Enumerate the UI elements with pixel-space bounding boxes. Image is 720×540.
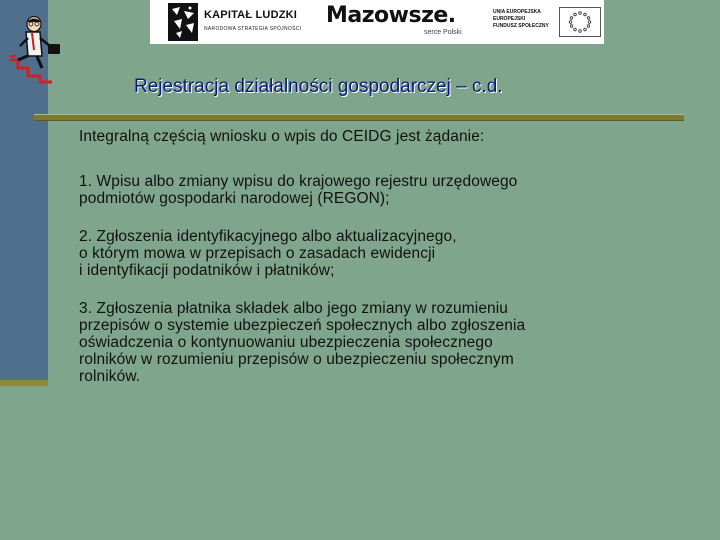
- kapital-ludzki-subtitle: NARODOWA STRATEGIA SPÓJNOŚCI: [204, 26, 302, 32]
- list-item: 3. Zgłoszenia płatnika składek albo jego zmiany w rozumieniu przepisów o systemie ubezpieczeń społecznych albo zgłoszenia oświadczenia o kontynuowaniu ubezpieczenia społecznego rolników w rozumieniu przepisów o ubezpieczeniu społecznym rolników.: [79, 300, 526, 385]
- eu-fund-text: UNIA EUROPEJSKA EUROPEJSKI FUNDUSZ SPOŁECZNY: [493, 9, 549, 29]
- title-divider: [34, 114, 684, 121]
- left-accent-rule: [0, 380, 48, 386]
- businessman-climbing-stairs-icon: [6, 16, 74, 86]
- kapital-ludzki-title: KAPITAŁ LUDZKI: [204, 9, 298, 21]
- list-item: 2. Zgłoszenia identyfikacyjnego albo aktualizacyjnego, o którym mowa w przepisach o zasadach ewidencji i identyfikacji podatników i płatników;: [79, 228, 457, 279]
- mazowsze-name: Mazowsze.: [326, 3, 456, 28]
- list-item: 1. Wpisu albo zmiany wpisu do krajowego rejestru urzędowego podmiotów gospodarki narodowej (REGON);: [79, 173, 518, 207]
- eu-flag-icon: [559, 7, 601, 37]
- kapital-ludzki-logo: [168, 3, 318, 41]
- mazowsze-subtitle: serce Polski: [424, 29, 462, 36]
- slide-title: Rejestracja działalności gospodarczej – c.d.: [134, 76, 503, 97]
- mazowsze-logo: [326, 2, 471, 42]
- intro-paragraph: Integralną częścią wniosku o wpis do CEIDG jest żądanie:: [79, 128, 485, 145]
- logo-band: [150, 0, 604, 44]
- slide-content: [79, 128, 679, 385]
- eu-logo: [493, 6, 599, 38]
- kapital-ludzki-logo-icon: [168, 3, 198, 41]
